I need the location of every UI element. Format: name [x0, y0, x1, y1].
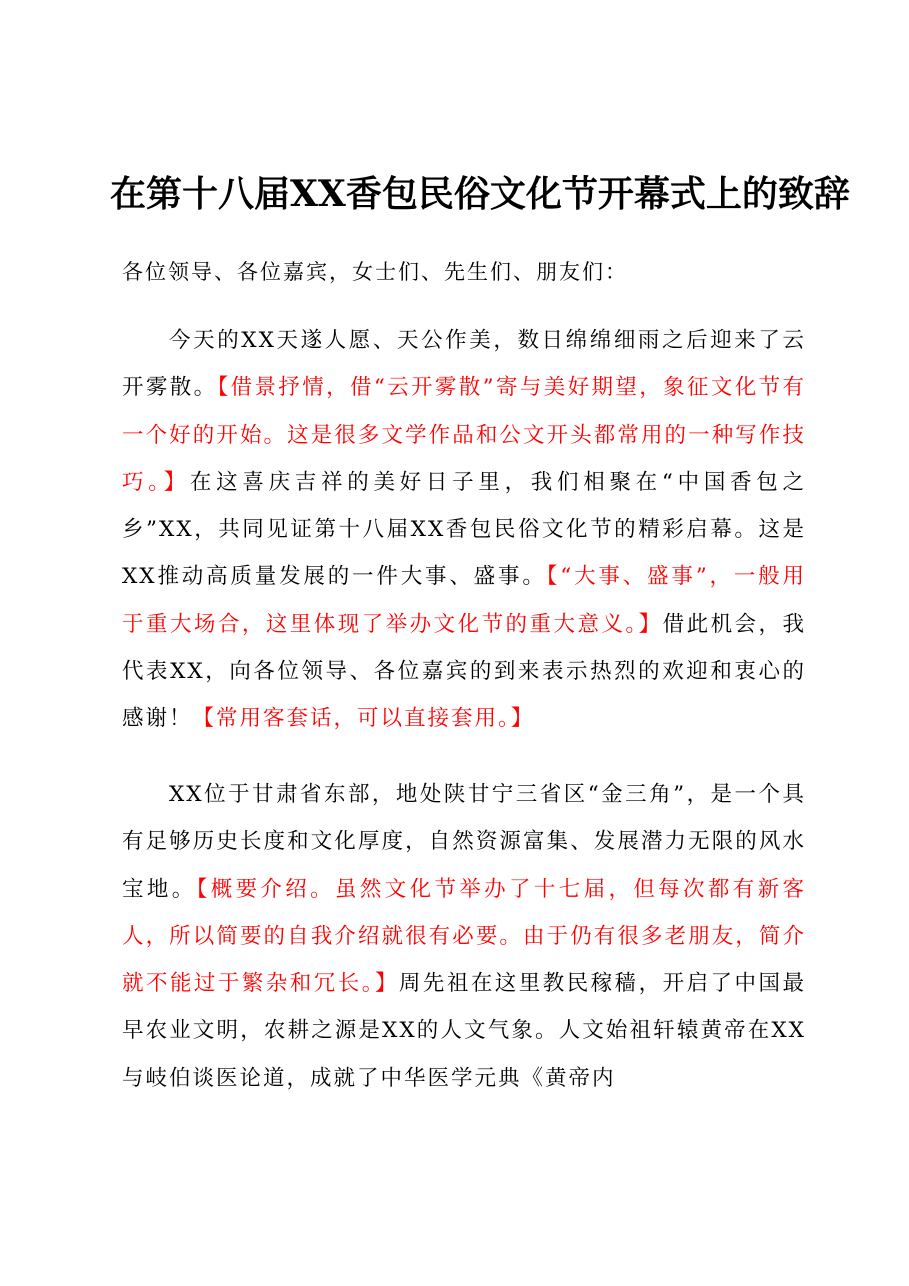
- paragraph-1-sentence-2: 在这喜庆吉祥的美好日子里，我们相聚在“中国香包之乡”XX，共同见证第十八届XX香包民俗文化节的精彩启幕。这是XX推动高质量发展的一件大事、盛事。: [122, 469, 806, 590]
- paragraph-2-sentence-1: XX位于甘肃省东部，地处陕甘宁三省区“金三角”，是一个具有足够历史长度和文化厚度，自然资源富集、发展潜力无限的风水宝地。: [122, 782, 806, 902]
- paragraph-2: [122, 771, 806, 1102]
- salutation: 各位领导、各位嘉宾，女士们、先生们、朋友们：: [122, 260, 628, 284]
- paragraph-1-sentence-1: 今天的XX天遂人愿、天公作美，数日绵绵细雨之后迎来了云开雾散。: [122, 328, 806, 401]
- document-title: 在第十八届XX香包民俗文化节开幕式上的致辞: [110, 173, 850, 215]
- annotation-3: 【常用客套话，可以直接套用。】: [192, 706, 535, 732]
- annotation-2: 【“大事、盛事”，一般用于重大场合，这里体现了举办文化节的重大意义。】: [122, 564, 806, 637]
- annotation-4: 【概要介绍。虽然文化节举办了十七届，但每次都有新客人，所以简要的自我介绍就很有必要。由于仍有很多老朋友，简介就不能过于繁杂和冗长。】: [122, 876, 806, 997]
- annotation-1: 【借景抒情，借“云开雾散”寄与美好期望，象征文化节有一个好的开始。这是很多文学作品和公文开头都常用的一种写作技巧。】: [122, 375, 806, 495]
- paragraph-2-sentence-2: 周先祖在这里教民稼穑，开启了中国最早农业文明，农耕之源是XX的人文气象。人文始祖轩辕黄帝在XX与岐伯谈医论道，成就了中华医学元典《黄帝内: [122, 971, 806, 1091]
- paragraph-1: [122, 317, 806, 743]
- paragraph-1-sentence-3: 借此机会，我代表XX，向各位领导、各位嘉宾的到来表示热烈的欢迎和衷心的感谢！: [122, 611, 806, 732]
